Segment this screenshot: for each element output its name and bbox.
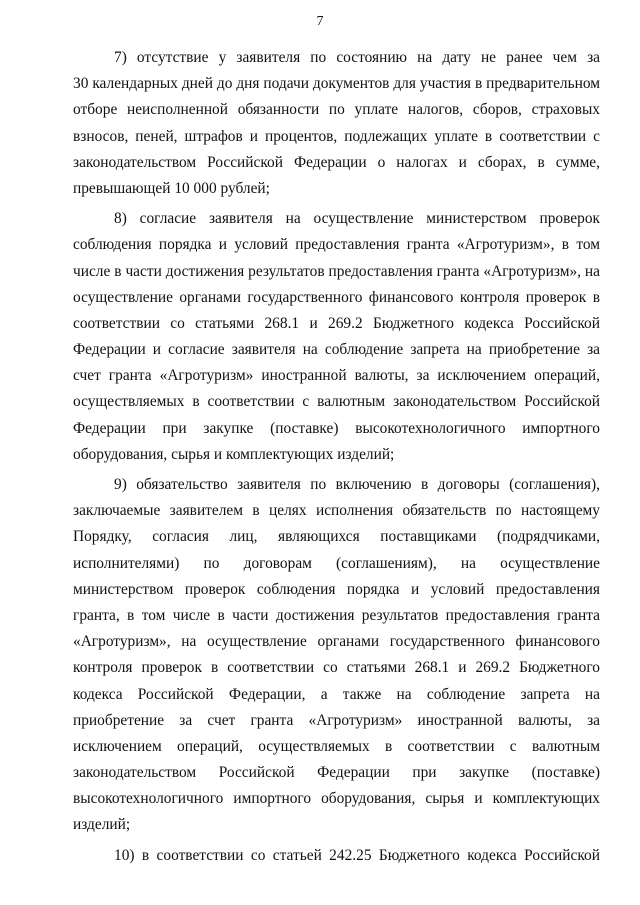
paragraph-item-10 xyxy=(73,843,600,869)
text-line: законодательством Российской Федерации о налогах и сборах, в сумме, xyxy=(73,153,600,171)
text-line: 10) в соответствии со статьей 242.25 Бюджетного кодекса Российской xyxy=(114,846,600,864)
page-number: 7 xyxy=(316,14,324,29)
paragraph-item-9 xyxy=(73,472,600,839)
text-line: 8) согласие заявителя на осуществление министерством проверок xyxy=(114,210,600,228)
text-line: «Агротуризм», на осуществление органами государственного финансового xyxy=(73,633,600,651)
text-line: законодательством Российской Федерации при закупке (поставке) xyxy=(73,764,600,782)
text-line: министерством проверок соблюдения порядка и условий предоставления xyxy=(73,580,600,598)
text-line: оборудования, сырья и комплектующих изделий; xyxy=(73,445,395,463)
text-line: Федерации при закупке (поставке) высокотехнологичного импортного xyxy=(73,419,600,437)
text-line: изделий; xyxy=(73,816,131,834)
text-line: осуществление органами государственного финансового контроля проверок в xyxy=(73,288,600,306)
text-line: Порядку, согласия лиц, являющихся поставщиками (подрядчиками, xyxy=(73,528,600,546)
paragraph-item-8 xyxy=(73,206,600,468)
text-line: соответствии со статьями 268.1 и 269.2 Бюджетного кодекса Российской xyxy=(73,314,600,332)
text-line: соблюдения порядка и условий предоставления гранта «Агротуризм», в том xyxy=(73,236,600,254)
text-line: контроля проверок в соответствии со статьями 268.1 и 269.2 Бюджетного xyxy=(73,659,600,677)
text-line: числе в части достижения результатов предоставления гранта «Агротуризм», на xyxy=(73,262,600,280)
text-line: 7) отсутствие у заявителя по состоянию на дату не ранее чем за xyxy=(114,49,600,66)
text-line: счет гранта «Агротуризм» иностранной валюты, за исключением операций, xyxy=(73,367,600,385)
document-body xyxy=(73,45,600,873)
text-line: осуществляемых в соответствии с валютным законодательством Российской xyxy=(73,393,600,411)
text-line: 9) обязательство заявителя по включению в договоры (соглашения), xyxy=(114,476,600,493)
text-line: Федерации и согласие заявителя на соблюдение запрета на приобретение за xyxy=(73,341,600,359)
text-line: взносов, пеней, штрафов и процентов, подлежащих уплате в соответствии с xyxy=(73,127,600,145)
text-line: 30 календарных дней до дня подачи документов для участия в предварительном xyxy=(73,75,600,93)
text-line: исполнителями) по договорам (соглашениям), на осуществление xyxy=(73,554,600,572)
text-line: заключаемые заявителем в целях исполнения обязательств по настоящему xyxy=(73,502,600,520)
text-line: отборе неисполненной обязанности по уплате налогов, сборов, страховых xyxy=(73,101,600,119)
paragraph-item-7 xyxy=(73,45,600,202)
text-line: приобретение за счет гранта «Агротуризм» иностранной валюты, за xyxy=(73,711,600,729)
text-line: исключением операций, осуществляемых в соответствии с валютным xyxy=(73,737,600,755)
text-line: кодекса Российской Федерации, а также на соблюдение запрета на xyxy=(73,685,600,703)
text-line: гранта, в том числе в части достижения результатов предоставления гранта xyxy=(73,606,600,624)
text-line: высокотехнологичного импортного оборудования, сырья и комплектующих xyxy=(73,790,600,808)
text-line: превышающей 10 000 рублей; xyxy=(73,179,270,197)
